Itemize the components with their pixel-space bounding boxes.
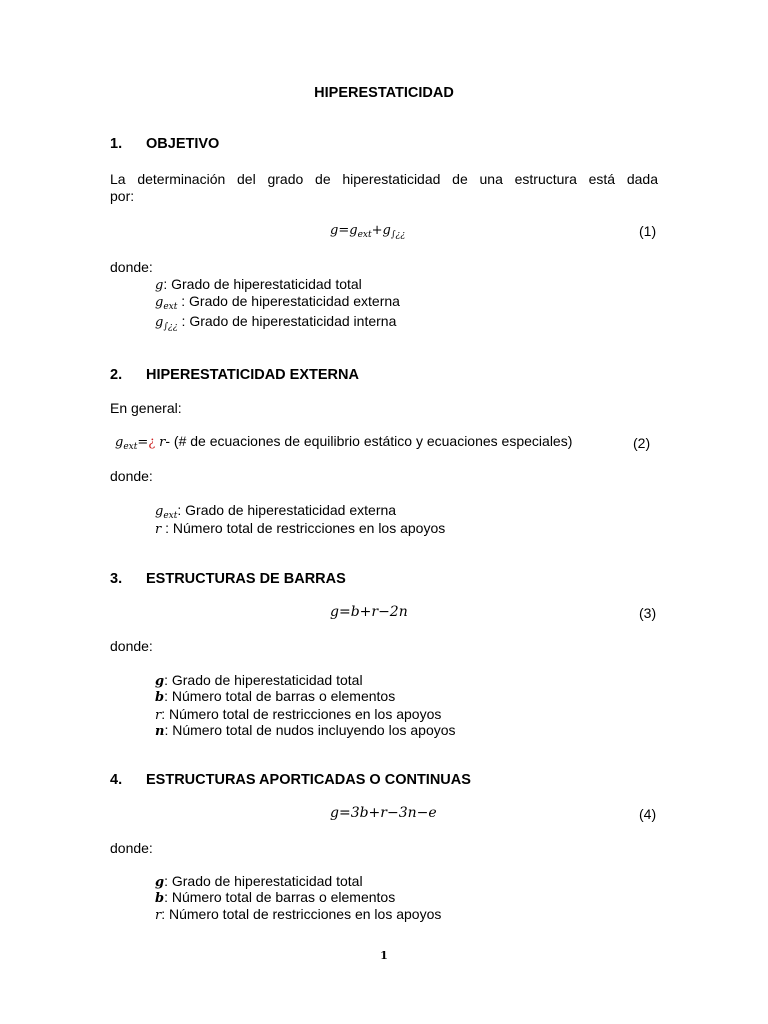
- equation-1: $g=g_{ext}+g_{\int¿¿}$: [330, 223, 406, 240]
- section-1-number: 1.: [110, 136, 123, 152]
- section-4-heading: ESTRUCTURAS APORTICADAS O CONTINUAS: [146, 772, 471, 788]
- equation-1-number: (1): [639, 223, 657, 239]
- definition-g-int: $g_{\int¿¿}$ : Grado de hiperestaticidad interna: [155, 313, 397, 332]
- document-title: HIPERESTATICIDAD: [314, 85, 454, 101]
- definition-3-g: g: Grado de hiperestaticidad total: [155, 672, 363, 689]
- section-2-number: 2.: [110, 367, 123, 383]
- equation-3: g=b+r−2n: [330, 604, 408, 620]
- equation-4: g=3b+r−3n−e: [330, 805, 437, 821]
- section-3-heading: ESTRUCTURAS DE BARRAS: [146, 571, 346, 587]
- page-number: 1: [380, 949, 388, 962]
- equation-3-number: (3): [639, 605, 657, 621]
- definition-4-g: g: Grado de hiperestaticidad total: [155, 873, 363, 890]
- section-2-intro: En general:: [110, 400, 182, 416]
- section-1-heading: OBJETIVO: [146, 136, 220, 152]
- section-2-donde: donde:: [110, 468, 153, 484]
- definition-3-b: b: Número total de barras o elementos: [155, 688, 396, 705]
- definition-3-n: n: Número total de nudos incluyendo los apoyos: [155, 722, 456, 739]
- definition-3-r: r: Número total de restricciones en los apoyos: [155, 706, 442, 723]
- definition-r: r : Número total de restricciones en los apoyos: [155, 520, 446, 537]
- section-4-donde: donde:: [110, 840, 153, 856]
- equation-2-number: (2): [633, 435, 651, 451]
- definition-g-total: g: Grado de hiperestaticidad total: [155, 276, 362, 293]
- section-1-donde: donde:: [110, 259, 153, 275]
- definition-4-b: b: Número total de barras o elementos: [155, 889, 396, 906]
- definition-g-ext-2: $g_{ext}$: Grado de hiperestaticidad externa: [155, 502, 397, 521]
- section-4-number: 4.: [110, 772, 123, 788]
- definition-g-ext: $g_{ext}$ : Grado de hiperestaticidad externa: [155, 293, 400, 312]
- section-1-intro: La determinación del grado de hiperestaticidad de una estructura está dada: [110, 171, 658, 187]
- section-3-donde: donde:: [110, 638, 153, 654]
- equation-2: $g_{ext}=¿$ r- (# de ecuaciones de equilibrio estático y ecuaciones especiales): [115, 433, 573, 452]
- equation-4-number: (4): [639, 806, 657, 822]
- section-1-intro-cont: por:: [110, 188, 135, 204]
- definition-4-r: r: Número total de restricciones en los apoyos: [155, 906, 442, 923]
- section-3-number: 3.: [110, 571, 123, 587]
- section-2-heading: HIPERESTATICIDAD EXTERNA: [146, 367, 359, 383]
